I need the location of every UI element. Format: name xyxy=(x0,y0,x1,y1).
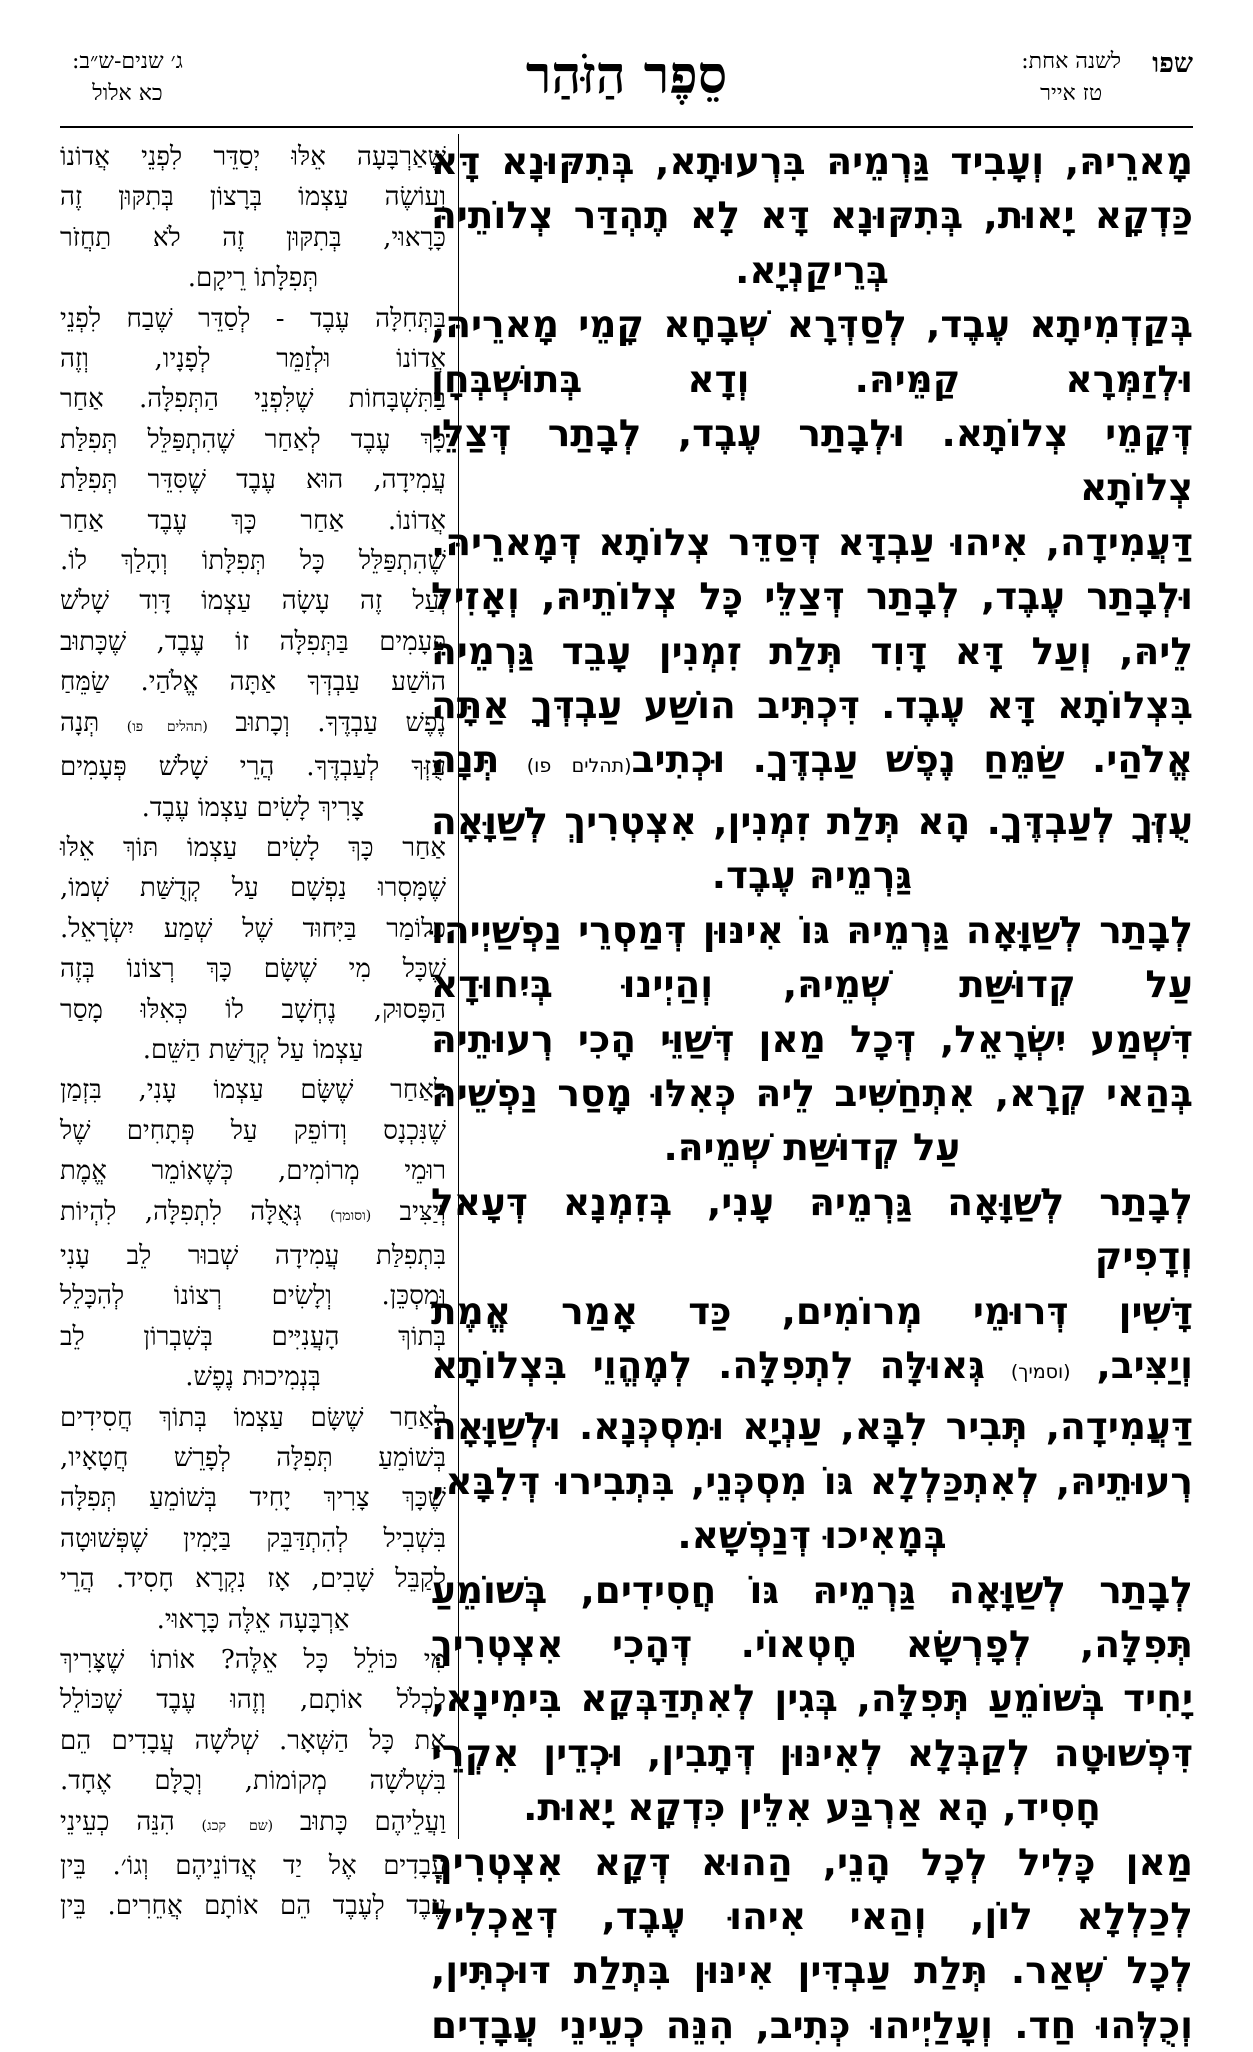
main-text-line xyxy=(431,957,1193,1011)
line-text: מָארֵיהּ, וְעָבִיד גַּרְמֵיהּ בִּרְעוּתָא, בְּתִקּוּנָא דָּא xyxy=(431,139,1193,183)
translation-line xyxy=(60,1478,446,1518)
line-text: וַעֲלֵיהֶם כָּתוּב xyxy=(273,1806,446,1837)
line-text: אֲדוֹנוֹ וּלְזַמֵּר לְפָנָיו, וְזֶה xyxy=(60,344,446,375)
line-text: לְבָתַר לְשַׁוָּאָה גַּרְמֵיהּ גּוֹ חֲסִידִים, בְּשׁוֹמֵעַ xyxy=(431,1567,1193,1612)
main-text-line xyxy=(431,1066,1193,1120)
translation-line xyxy=(60,1151,446,1191)
line-text: כַּדְקָא יָאוּת, בְּתִקּוּנָא דָּא לָא תֶהְדַּר צְלוֹתֵיהּ xyxy=(431,193,1193,238)
line-text: וּלְזַמְּרָא קַמֵּיהּ. וְדָא בְּתוּשְׁבְּחָן xyxy=(431,356,1193,401)
main-text-line xyxy=(431,1835,1193,1889)
translation-line xyxy=(60,909,446,949)
schedule-label: לשנה אחת: xyxy=(1021,49,1121,74)
translation-line xyxy=(60,949,446,989)
line-text: רְעוּתֵיהּ, לְאִתְכַּלְלָא גּוֹ מִסְכְּנֵי, בִּתְבִירוּ דְּלִבָּא, xyxy=(431,1458,1193,1503)
source-citation: (שם קכג) xyxy=(201,1817,274,1834)
line-text: לְאַחַר שֶׁשָּׂם עַצְמוֹ עָנִי, בִּזְמַן xyxy=(60,1075,446,1106)
zohar-main-text xyxy=(431,134,1194,2047)
schedule-date: כא אלול xyxy=(92,81,163,106)
translation-line xyxy=(60,299,446,339)
translation-line xyxy=(60,1317,446,1357)
main-text-line xyxy=(431,732,1193,793)
translation-line xyxy=(60,258,446,298)
translation-line xyxy=(60,868,446,908)
schedule-label: ג׳ שנים-ש״ב: xyxy=(72,49,183,74)
translation-line xyxy=(60,1236,446,1276)
line-text: כָּרָאוּי, בְּתִקּוּן זֶה לֹא תַחֲזֹר xyxy=(60,222,446,253)
translation-line xyxy=(60,1802,446,1846)
main-text-line xyxy=(431,1338,1193,1399)
line-text: דַּעֲמִידָה, אִיהוּ עַבְדָּא דְּסַדֵּר צְלוֹתָא דְּמָארֵיהּ. xyxy=(431,519,1193,564)
line-text: דְּקָמֵי צְלוֹתָא. וּלְבָתַר עֶבֶד, לְבָתַר דְּצַלֵּי צְלוֹתָא xyxy=(431,411,1193,510)
main-text-line xyxy=(431,1175,1193,1284)
header-divider xyxy=(60,126,1193,128)
main-text-line xyxy=(431,352,1193,406)
main-text-line xyxy=(431,134,1193,188)
line-text: עַל קְדוּשַּׁת שְׁמֵיהּ, וְהַיְינוּ בְּיִחוּדָא xyxy=(431,962,1193,1007)
page-number: שפו xyxy=(1152,48,1193,79)
line-text: דָּשִׁין דְּרוּמֵי מְרוֹמִים, כַּד אָמַר אֱמֶת xyxy=(431,1288,1193,1333)
line-text: בְּהַאי קְרָא, אִתְחַשִּׁיב לֵיהּ כְּאִלּוּ מָסַר נַפְשֵׁיהּ xyxy=(431,1070,1193,1115)
source-citation: (תהלים פו) xyxy=(126,718,208,735)
translation-line xyxy=(60,137,446,177)
line-text: תְּנָה xyxy=(60,707,127,738)
translation-line xyxy=(60,1886,446,1926)
line-text: מִי כּוֹלֵל כָּל אֵלֶּה? אוֹתוֹ שֶׁצָּרִיךְ xyxy=(60,1645,446,1676)
line-text: עֶבֶד לְעֶבֶד הֵם אוֹתָם אֲחֵרִים. בֵּין xyxy=(60,1891,446,1922)
line-text: וְעַל זֶה עָשָׂה עַצְמוֹ דָּוִד שָׁלֹשׁ xyxy=(60,586,446,617)
translation-line xyxy=(60,990,446,1030)
line-text: בְּשׁוֹמֵעַ תְּפִלָּה לְפָרֵשׁ חֲטָאָיו, xyxy=(60,1443,446,1473)
line-text: לְכַלְלָא לוֹן, וְהַאי אִיהוּ עֶבֶד, דְּאַכְלִיל xyxy=(431,1894,1193,1938)
main-text-line xyxy=(431,678,1193,732)
main-text-line xyxy=(431,406,1193,515)
line-text: בְּמָאִיכוּ דְּנַפְשָׁא. xyxy=(677,1513,947,1558)
line-text: רוּמֵי מְרוֹמִים, כְּשֶׁאוֹמֵר אֱמֶת xyxy=(60,1156,446,1187)
line-text: עֻזְּךָ לְעַבְדֶּךָ. הֲרֵי שָׁלֹשׁ פְּעָמִים xyxy=(60,752,446,783)
line-text: חָסִיד, הָא אַרְבַּע אִלֵּין כִּדְקָא יָאוּת. xyxy=(523,1785,1101,1830)
line-text: בְּתוֹךְ הָעֲנִיִּים בְּשִׁבְרוֹן לֵב xyxy=(60,1321,446,1352)
source-citation: (וסומך) xyxy=(329,1207,372,1224)
translation-line xyxy=(60,1357,446,1397)
translation-line xyxy=(60,460,446,500)
translation-line xyxy=(60,1761,446,1801)
line-text: וּלְבָתַר עֶבֶד, לְבָתַר דְּצַלֵּי כָּל צְלוֹתֵיהּ, וְאָזִיל xyxy=(431,574,1193,619)
translation-line xyxy=(60,1070,446,1110)
main-text-line xyxy=(431,1889,1193,1943)
translation-text xyxy=(60,137,447,1922)
main-text-line xyxy=(431,1563,1193,1617)
main-text-line xyxy=(431,515,1193,569)
line-text: יָחִיד בְּשׁוֹמֵעַ תְּפִלָּה, בְּגִין לְאִתְדַּבְּקָא בִּימִינָא, xyxy=(431,1676,1193,1721)
line-text: גְּאֻלָּה לִתְפִלָּה, לִהְיוֹת xyxy=(60,1196,330,1227)
line-text: שֶׁנִּכְנָס וְדוֹפֵק עַל פְּתָחִים שֶׁל xyxy=(60,1115,446,1146)
line-text: לֵיהּ, וְעַל דָּא דָּוִד תְּלַת זִמְנִין עָבֵד גַּרְמֵיהּ xyxy=(431,628,1193,673)
main-text-line xyxy=(431,297,1193,351)
line-text: וְיַצִּיב, xyxy=(1070,1342,1194,1387)
line-text: לְאַחַר שֶׁשָּׂם עַצְמוֹ בְּתוֹךְ חֲסִידִים xyxy=(60,1402,446,1433)
translation-line xyxy=(60,1721,446,1761)
line-text: אֲדוֹנוֹ. אַחַר כָּךְ עֶבֶד אַחַר xyxy=(60,505,446,536)
translation-line xyxy=(60,622,446,662)
translation-line xyxy=(60,1680,446,1720)
line-text: עַצְמוֹ עַל קְדֻשַּׁת הַשֵּׁם. xyxy=(142,1034,364,1065)
translation-line xyxy=(60,541,446,581)
line-text: בְּקַדְמִיתָא עֶבֶד, לְסַדְּרָא שְׁבָחָא קָמֵי מָארֵיהּ, xyxy=(431,302,1193,347)
column-divider xyxy=(458,134,459,1839)
line-text: שֶׁמָּסְרוּ נַפְשָׁם עַל קְדֻשַּׁת שְׁמוֹ, xyxy=(60,873,446,904)
line-text: לְקַבֵּל שָׁבִים, אָז נִקְרָא חָסִיד. הֲרֵי xyxy=(60,1564,446,1595)
translation-line xyxy=(60,1600,446,1640)
translation-line xyxy=(60,1030,446,1070)
line-text: וּמִסְכֵּן. וְלָשִׂים רְצוֹנוֹ לְהִכָּלֵל xyxy=(60,1281,446,1312)
line-text: נֶפֶשׁ עַבְדֶּךָ. וְכָתוּב xyxy=(207,707,447,738)
translation-line xyxy=(60,747,446,787)
line-text: לְבָתַר לְשַׁוָּאָה גַּרְמֵיהּ גּוֹ אִינּוּן דְּמַסְרֵי נַפְשַׁיְיהוּ xyxy=(431,907,1193,952)
line-text: וְכֻלְּהוּ חַד. וְעָלַיְיהוּ כְּתִיב, הִנֵּה כְעֵינֵי עֲבָדִים xyxy=(431,2002,1193,2047)
line-text: עֲבָדִים אֶל יַד אֲדוֹנֵיהֶם וְגוֹ׳. בֵּין xyxy=(60,1851,446,1882)
translation-line xyxy=(60,1519,446,1559)
reading-schedule-three-years xyxy=(72,46,183,110)
line-text: אַחַר כָּךְ לָשִׂים עַצְמוֹ תּוֹךְ אֵלּוּ xyxy=(60,832,446,863)
line-text: אֶת כָּל הַשְּׁאָר. שְׁלֹשָׁה עֲבָדִים הֵם xyxy=(60,1725,446,1756)
main-text-line xyxy=(431,624,1193,678)
line-text: בַּתִּשְׁבָּחוֹת שֶׁלִּפְנֵי הַתְּפִלָּה. אַחַר xyxy=(60,384,446,415)
main-text-line xyxy=(431,903,1193,957)
line-text: כָּךְ עֶבֶד לְאַחַר שֶׁהִתְפַּלֵּל תְּפִלַּת xyxy=(60,424,446,455)
line-text: בִּשְׁלֹשָׁה מְקוֹמוֹת, וְכֻלָּם אֶחָד. xyxy=(60,1766,446,1797)
main-text-line xyxy=(431,1617,1193,1671)
translation-line xyxy=(60,1398,446,1438)
line-text: עַל קְדוּשַּׁת שְׁמֵיהּ. xyxy=(663,1125,961,1170)
line-text: שֶׁכָּךְ צָרִיךְ יָחִיד בְּשׁוֹמֵעַ תְּפִלָּה xyxy=(60,1483,446,1514)
line-text: צָרִיךְ לָשִׂים עַצְמוֹ עֶבֶד. xyxy=(141,792,365,823)
line-text: תְּפִלָּתוֹ רֵיקָם. xyxy=(187,263,319,294)
source-citation: (וסמיך) xyxy=(1010,1360,1071,1383)
line-text: לְבָתַר לְשַׁוָּאָה גַּרְמֵיהּ עָנִי, בְּזִמְנָא דְּעָאל וְדָפִיק xyxy=(431,1179,1193,1279)
main-text-line xyxy=(431,848,1193,902)
translation-line xyxy=(60,581,446,621)
translation-line xyxy=(60,1640,446,1680)
translation-line xyxy=(60,1846,446,1886)
translation-line xyxy=(60,420,446,460)
main-text-line xyxy=(431,1399,1193,1453)
line-text: גַּרְמֵיהּ עֶבֶד. xyxy=(711,853,913,898)
translation-line xyxy=(60,788,446,828)
line-text: כְּלוֹמַר בַּיִּחוּד שֶׁל שְׁמַע יִשְׂרָאֵל. xyxy=(60,913,446,944)
main-text-line xyxy=(431,1780,1193,1834)
source-citation: (תהלים פו) xyxy=(526,755,632,778)
line-text: פְּעָמִים בַּתְּפִלָּה זוֹ עֶבֶד, שֶׁכָּתוּב xyxy=(60,626,446,657)
translation-line xyxy=(60,1438,446,1478)
translation-line xyxy=(60,1111,446,1151)
main-text-line xyxy=(431,1012,1193,1066)
translation-line xyxy=(60,662,446,702)
line-text: מַאן כָּלִיל לְכָל הָנֵי, הַהוּא דְּקָא אִצְטְרִיךְ xyxy=(431,1839,1193,1884)
line-text: שֶׁהִתְפַּלֵּל כָּל תְּפִלָּתוֹ וְהָלַךְ לוֹ. xyxy=(60,546,446,577)
main-text-line xyxy=(431,1998,1193,2052)
line-text: בִּשְׁבִיל לְהִתְדַּבֵּק בַּיָּמִין שֶׁפְּשׁוּטָה xyxy=(60,1523,446,1554)
translation-line xyxy=(60,379,446,419)
translation-line xyxy=(60,1276,446,1316)
translation-line xyxy=(60,339,446,379)
line-text: דַּעֲמִידָה, תְּבִיר לִבָּא, עַנְיָא וּמִסְכְּנָא. וּלְשַׁוָּאָה xyxy=(431,1404,1193,1449)
line-text: שֶׁאַרְבָּעָה אֵלּוּ יְסַדֵּר לִפְנֵי אֲדוֹנוֹ xyxy=(60,142,446,172)
line-text: וְעוֹשֶׂה עַצְמוֹ בְּרָצוֹן בְּתִקּוּן זֶה xyxy=(60,182,446,213)
main-text-line xyxy=(431,794,1193,848)
main-text-line xyxy=(431,1284,1193,1338)
main-text-line xyxy=(431,569,1193,623)
line-text: וְיַצִּיב xyxy=(371,1196,446,1227)
line-text: אֱלֹהַי. שַׂמֵּחַ נֶפֶשׁ עַבְדֶּךָ. וּכְתִיב xyxy=(631,737,1193,782)
line-text: לִכְלֹל אוֹתָם, וְזֶהוּ עֶבֶד שֶׁכּוֹלֵל xyxy=(60,1685,446,1716)
line-text: גְּאוּלָּה לִתְפִלָּה. לְמֶהֱוֵי בִּצְלוֹתָא xyxy=(431,1342,1011,1387)
translation-line xyxy=(60,828,446,868)
line-text: הַפָּסוּק, נֶחְשָׁב לוֹ כְּאִלּוּ מָסַר xyxy=(60,994,446,1025)
line-text: תְּנָה xyxy=(431,737,527,782)
line-text: בִּצְלוֹתָא דָּא עֶבֶד. דִּכְתִּיב הוֹשַׁע עַבְדְּךָ אַתָּה xyxy=(431,683,1193,728)
line-text: עֲמִידָה, הוּא עֶבֶד שֶׁסִּדֵּר תְּפִלַּת xyxy=(60,465,446,496)
line-text: תְּפִלָּה, לְפָרְשָׂא חֶטְאוֹי. דְּהָכִי אִצְטְרִיךְ xyxy=(431,1621,1193,1666)
schedule-date: טז אייר xyxy=(1040,81,1103,106)
line-text: דִּפְשׁוּטָה לְקַבְּלָא לְאִינּוּן דְּתָבִין, וּכְדֵין אִקְרֵי xyxy=(431,1730,1193,1775)
line-text: בְּרֵיקַנְיָא. xyxy=(735,247,889,292)
main-text-line xyxy=(431,1120,1193,1174)
line-text: לְכָל שְׁאַר. תְּלַת עַבְדִּין אִינּוּן בִּתְלַת דּוּכְתִּין, xyxy=(431,1948,1193,1993)
translation-line xyxy=(60,177,446,217)
main-text-line xyxy=(431,1726,1193,1780)
main-text-line xyxy=(431,188,1193,242)
line-text: בְּנְמִיכוּת נֶפֶשׁ. xyxy=(185,1362,321,1393)
line-text: הִנֵּה כְעֵינֵי xyxy=(60,1806,202,1837)
line-text: בַּתְּחִלָּה עֶבֶד - לְסַדֵּר שֶׁבַח לִפְנֵי xyxy=(60,303,446,334)
translation-line xyxy=(60,703,446,747)
translation-line xyxy=(60,1192,446,1236)
line-text: בִּתְפִלַּת עֲמִידָה שְׁבוּר לֵב עָנִי xyxy=(60,1240,446,1271)
book-title: סֵפֶר הַזֹּהַר xyxy=(525,45,728,106)
line-text: דִּשְׁמַע יִשְׂרָאֵל, דְּכָל מַאן דְּשַׁוֵּי הָכִי רְעוּתֵיהּ xyxy=(431,1016,1193,1061)
line-text: עֻזְּךָ לְעַבְדֶּךָ. הָא תְּלַת זִמְנִין, אִצְטְרִיךְ לְשַׁוָּאָה xyxy=(431,798,1193,843)
main-text-line xyxy=(431,1943,1193,1997)
translation-line xyxy=(60,1559,446,1599)
main-text-line xyxy=(431,1671,1193,1725)
main-text-line xyxy=(431,243,1193,297)
translation-line xyxy=(60,218,446,258)
line-text: שֶׁכָּל מִי שֶׁשָּׂם כָּךְ רְצוֹנוֹ בְּזֶה xyxy=(60,954,446,985)
page-header xyxy=(60,44,1193,126)
line-text: אַרְבָּעָה אֵלֶּה כָּרָאוּי. xyxy=(156,1604,350,1635)
main-text-line xyxy=(431,1508,1193,1562)
main-text-line xyxy=(431,1454,1193,1508)
translation-line xyxy=(60,501,446,541)
line-text: הוֹשַׁע עַבְדְּךָ אַתָּה אֱלֹהַי. שַׂמֵּחַ xyxy=(60,667,446,698)
